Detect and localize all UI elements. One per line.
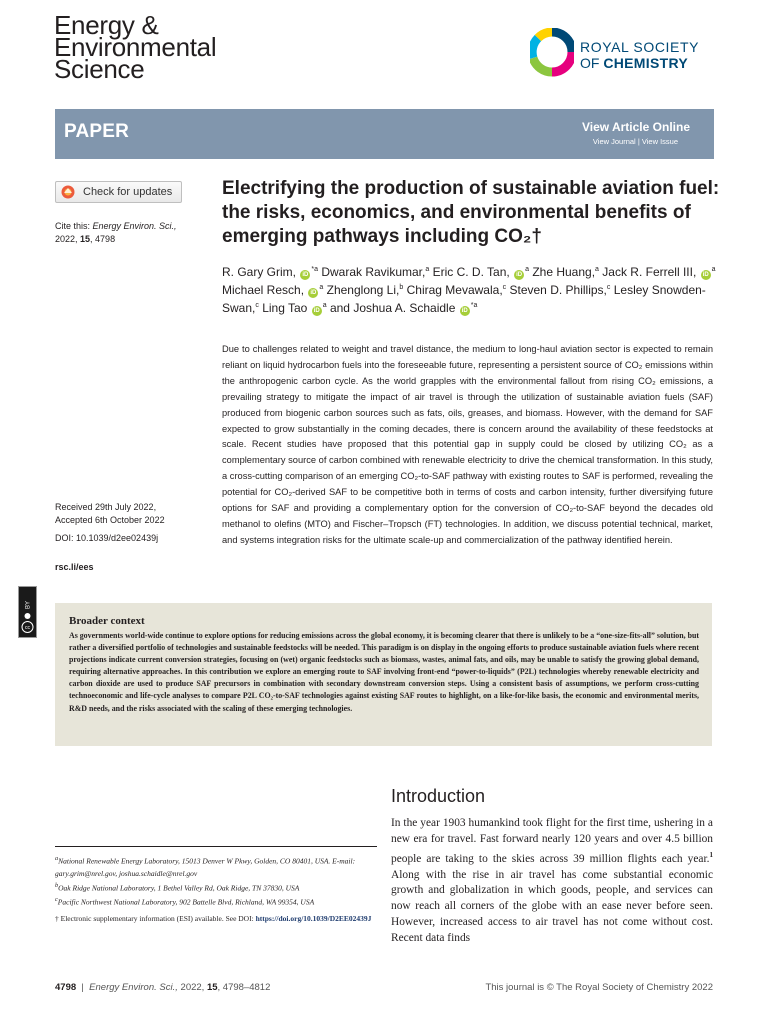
footnote-a: $^a$National Renewable Energy Laboratory, 15013 Denver W Pkwy, Golden, CO 80401, USA. E-mail: gary.grim@nrel.gov, joshua.schaidle@nrel.gov xyxy=(55,855,356,878)
author-list xyxy=(222,262,722,316)
affiliation-mark: a xyxy=(322,302,327,309)
rsc-logo-icon xyxy=(530,28,574,78)
broader-context-box xyxy=(55,603,712,746)
svg-text:cc: cc xyxy=(25,625,30,631)
journal-title-line: Energy & xyxy=(54,10,159,40)
affiliation-footnotes xyxy=(55,846,377,925)
page-footer-copyright: This journal is © The Royal Society of Chemistry 2022 xyxy=(485,982,713,993)
affiliation-mark: b xyxy=(399,284,404,291)
esi-note: † Electronic supplementary information (ESI) available. See DOI: https://doi.org/10.1039/D2EE02439J xyxy=(55,913,372,923)
article-type-label: PAPER xyxy=(64,121,130,142)
view-links: View Journal | View Issue xyxy=(592,137,678,146)
view-issue-link[interactable]: View Issue xyxy=(641,137,678,146)
affiliation-mark: a xyxy=(711,266,716,273)
check-updates-label: Check for updates xyxy=(83,186,173,198)
journal-link[interactable]: rsc.li/ees xyxy=(55,562,94,572)
author-name[interactable]: Zhe Huang, xyxy=(532,265,596,279)
received-dates xyxy=(55,501,215,527)
author-name[interactable]: Jack R. Ferrell III, xyxy=(602,265,697,279)
footnote-b: $^b$Oak Ridge National Laboratory, 1 Bethel Valley Rd, Oak Ridge, TN 37830, USA xyxy=(55,881,300,892)
affiliation-mark: *a xyxy=(470,302,478,309)
journal-title-line: Science xyxy=(54,54,145,84)
author-name[interactable]: Michael Resch, xyxy=(222,283,305,297)
article-type-banner xyxy=(55,109,714,159)
author-conjunction: and xyxy=(329,301,350,315)
page-footer-citation: 4798 | Energy Environ. Sci., 2022, 15, 4798–4812 xyxy=(55,982,271,993)
affiliation-mark: c xyxy=(255,302,259,309)
received-date: Received 29th July 2022, xyxy=(55,502,157,512)
author-name[interactable]: Zhenglong Li, xyxy=(326,283,400,297)
author-name[interactable]: Joshua A. Schaidle xyxy=(353,301,456,315)
introduction-text: In the year 1903 humankind took flight for the first time, ushering in a new era for travel. Fast forward nearly 120 years and over 4.5 billion people are taking to the skies across 39 million flights each year.$^1$ Along with the rise in air travel has come substantial economic growth and globalization in which goods, people, and services can now reach all corners of the globe with an ease never before seen. However, increased access to air travel has not come without cost. Recent data finds xyxy=(391,817,713,945)
cc-icon xyxy=(19,587,36,637)
author-name[interactable]: R. Gary Grim, xyxy=(222,265,296,279)
orcid-icon[interactable]: iD xyxy=(313,308,320,314)
rsc-name-line1: ROYAL SOCIETY xyxy=(580,39,700,55)
article-title: Electrifying the production of sustainable aviation fuel: the risks, economics, and environmental benefits of emerging pathways including CO₂† xyxy=(222,178,720,247)
affiliation-mark: a xyxy=(319,284,324,291)
author-name[interactable]: Ling Tao xyxy=(262,301,308,315)
orcid-icon[interactable]: iD xyxy=(461,308,468,314)
author-name[interactable]: Eric C. D. Tan, xyxy=(432,265,510,279)
orcid-icon[interactable]: iD xyxy=(302,272,309,278)
affiliation-mark: a xyxy=(425,266,430,273)
esi-doi-link[interactable]: https://doi.org/10.1039/D2EE02439J xyxy=(255,913,372,923)
broader-context-text: As governments world-wide continue to explore options for reducing emissions across the global economy, it is becoming clearer that there is unlikely to be a “one-size-fits-all” solution, but rather a diversified portfolio of technologies and sustainable feedstocks will be needed. This paradigm is on display in the ongoing efforts to produce sustainable aviation fuels where recent projections indicate current conversion strategies, focusing on (wet) organic feedstocks such as biomass, wastes, animal fats, and oils, may be unable to satisfy the growing global demand, requiring alternative approaches. In this contribution we explore an emerging route to SAF involving front-end “power-to-liquids” (P2L) technologies whereby renewable electricity and carbon dioxide are used to produce SAF precursors in combination with secondary downstream conversion steps. Using a consistent basis of assumptions, we perform cross-cutting technoeconomic and life-cycle analyses to compare P2L CO₂-to-SAF technologies against existing SAF routes to highlight, on a like-for-like basis, the economic and environmental merits, R&D needs, and the risks associated with the scaling of these emerging technologies. xyxy=(69,631,699,713)
rsc-logo[interactable] xyxy=(530,28,720,80)
check-updates-icon xyxy=(61,185,75,199)
orcid-icon[interactable]: iD xyxy=(310,290,317,296)
journal-title-line: Environmental xyxy=(54,32,217,62)
cc-license-label: BY xyxy=(25,600,32,610)
citation: Cite this: Energy Environ. Sci., 2022, 15, 4798 xyxy=(55,221,177,244)
orcid-icon[interactable]: iD xyxy=(702,272,709,278)
introduction-heading: Introduction xyxy=(391,786,486,806)
affiliation-mark: a xyxy=(525,266,529,273)
check-for-updates-button[interactable] xyxy=(55,181,182,203)
affiliation-mark: a xyxy=(595,266,599,273)
doi[interactable]: DOI: 10.1039/d2ee02439j xyxy=(55,533,159,543)
accepted-date: Accepted 6th October 2022 xyxy=(55,515,165,525)
abstract: Due to challenges related to weight and travel distance, the medium to long-haul aviation sector is expected to remain reliant on liquid hydrocarbon fuels into the foreseeable future, representing a persistent source of CO₂ emissions within the anthropogenic carbon cycle. As the world grapples with the environmental fallout from rising CO₂ emissions, a prevailing strategy to mitigate the impact of air travel is through the utilization of sustainable aviation fuels (SAF) produced from biogenic carbon sources such as fats, oils, greases, and biomass. However, with the demand for SAF expected to grow substantially in the coming decades, there is concern around the availability of these feedstocks at scale. Recent studies have proposed that this potential gap in supply could be closed by utilizing CO₂ as a complementary source of carbon combined with renewable electricity to drive the chemical transformation. In this study, a cross-cutting comparison of an emerging CO₂-to-SAF pathway with existing routes to SAF is performed, revealing the potential for CO₂-derived SAF to be competitive both in terms of costs and carbon intensity, further diversifying future options for SAF and providing a complementary option for the conversion of CO₂-to-SAF beyond the decades old methanol to olefins (MTO) and Fischer–Tropsch (FT) technologies. In addition, we discuss potential technical, market, and systems integration risks for the ultimate scale-up and commercialization of the pathway identified herein. xyxy=(222,344,713,545)
affiliation-mark: *a xyxy=(311,266,318,273)
page-number: 4798 xyxy=(55,982,77,993)
author-name[interactable]: Dwarak Ravikumar, xyxy=(321,265,426,279)
footnote-c: $^c$Pacific Northwest National Laboratory, 902 Battelle Blvd, Richland, WA 99354, USA xyxy=(55,896,315,907)
view-article-online-link[interactable]: View Article Online xyxy=(581,120,690,134)
affiliation-mark: c xyxy=(502,284,507,291)
author-name[interactable]: Steven D. Phillips, xyxy=(509,283,607,297)
orcid-icon[interactable]: iD xyxy=(516,272,523,278)
creative-commons-badge[interactable] xyxy=(18,586,37,638)
author-name[interactable]: Chirag Mevawala, xyxy=(406,283,503,297)
affiliation-mark: c xyxy=(606,284,611,291)
view-journal-link[interactable]: View Journal xyxy=(592,137,636,146)
reference-1[interactable]: 1 xyxy=(709,850,713,859)
broader-context-title: Broader context xyxy=(69,615,145,627)
author-name[interactable]: Lesley Snowden-Swan, xyxy=(222,283,706,315)
journal-title xyxy=(54,10,374,84)
rsc-name-line2: OF CHEMISTRY xyxy=(580,55,688,71)
